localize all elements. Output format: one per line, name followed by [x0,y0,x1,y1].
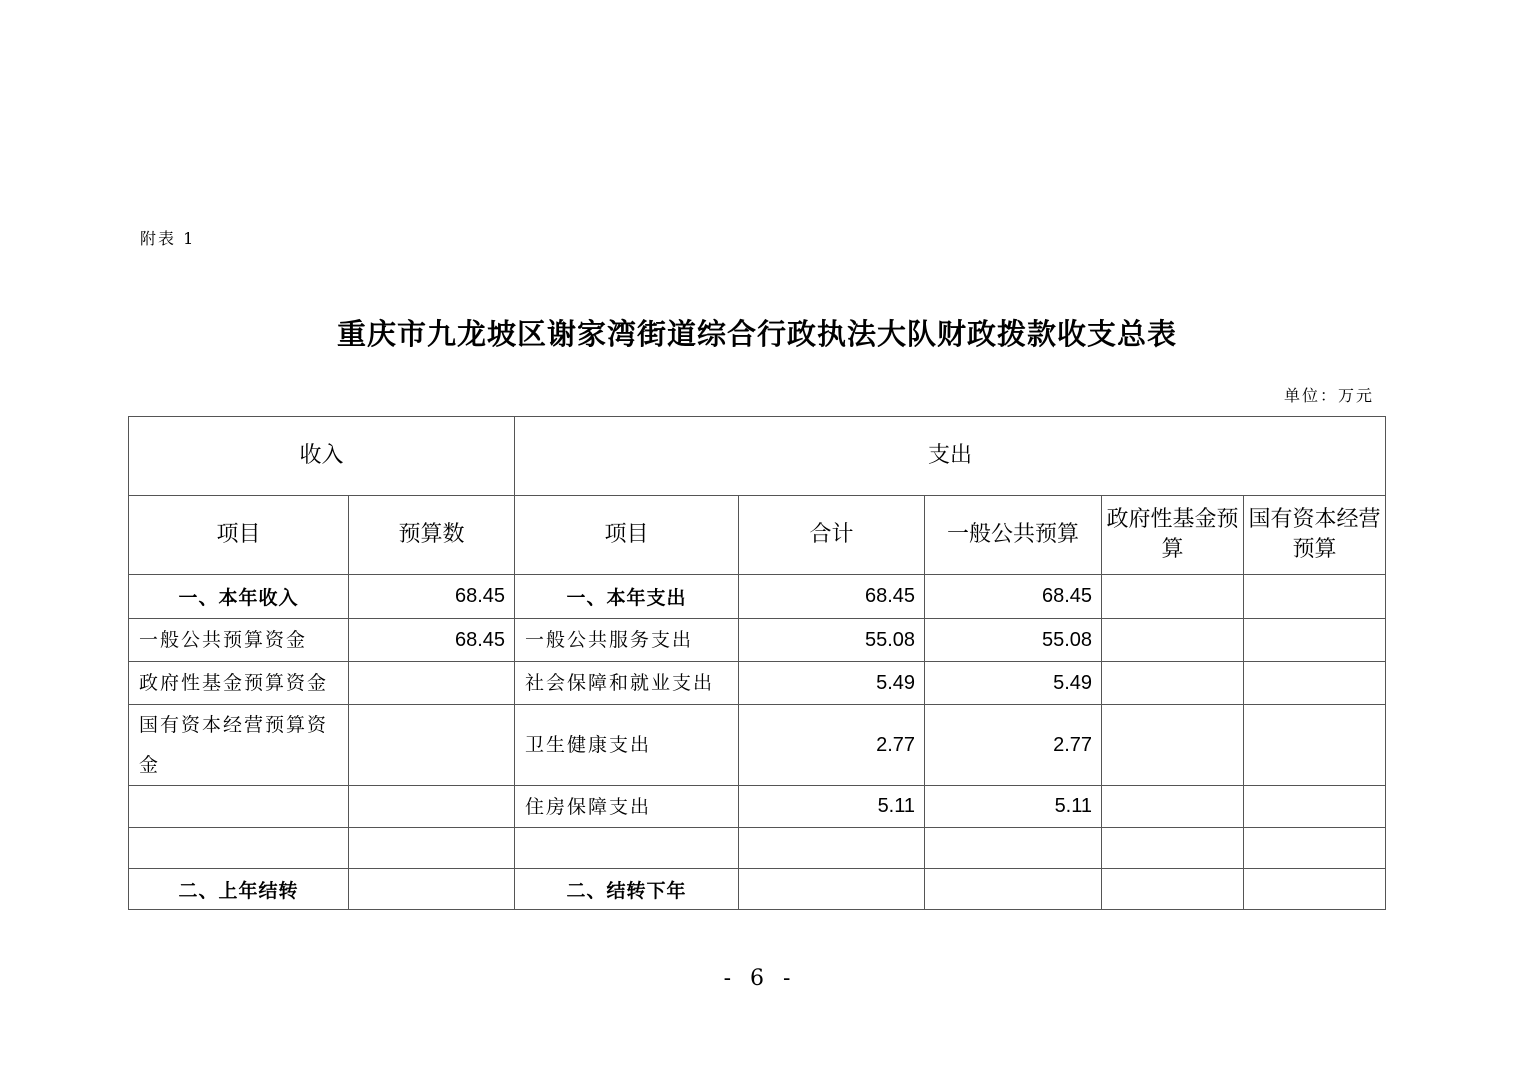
row-state [1244,869,1386,910]
row-state [1244,705,1386,786]
row-expense-item: 一般公共服务支出 [515,619,739,662]
fund-budget-header: 政府性基金预算 [1102,496,1244,575]
row-expense-item: 一、本年支出 [515,575,739,619]
row-income-budget [349,869,515,910]
row-income-budget [349,786,515,828]
row-fund [1102,619,1244,662]
row-income-item: 政府性基金预算资金 [129,662,349,705]
row-income-budget: 68.45 [349,619,515,662]
annex-label: 附表 1 [140,229,196,248]
row-general: 5.49 [925,662,1102,705]
table-header-row [129,417,1386,496]
income-header: 收入 [129,417,515,496]
state-capital-header: 国有资本经营预算 [1244,496,1386,575]
row-state [1244,619,1386,662]
row-income-budget [349,828,515,869]
page-title: 重庆市九龙坡区谢家湾街道综合行政执法大队财政拨款收支总表 [336,317,1177,351]
row-fund [1102,705,1244,786]
row-state [1244,662,1386,705]
income-budget-header: 预算数 [349,496,515,575]
row-fund [1102,786,1244,828]
row-general [925,869,1102,910]
row-total: 5.11 [739,786,925,828]
row-general: 5.11 [925,786,1102,828]
row-general: 55.08 [925,619,1102,662]
row-income-item [129,828,349,869]
unit-label: 单位：万元 [1284,386,1375,405]
table-row [129,869,1386,910]
row-income-item: 二、上年结转 [129,869,349,910]
row-general: 68.45 [925,575,1102,619]
row-total: 68.45 [739,575,925,619]
row-income-budget [349,662,515,705]
row-state [1244,786,1386,828]
row-expense-item [515,828,739,869]
row-expense-item: 卫生健康支出 [515,705,739,786]
row-expense-item: 二、结转下年 [515,869,739,910]
row-fund [1102,662,1244,705]
table-row [129,786,1386,828]
row-state [1244,575,1386,619]
total-header: 合计 [739,496,925,575]
general-budget-header: 一般公共预算 [925,496,1102,575]
row-fund [1102,828,1244,869]
row-fund [1102,575,1244,619]
row-income-item: 一、本年收入 [129,575,349,619]
row-total: 5.49 [739,662,925,705]
row-expense-item: 社会保障和就业支出 [515,662,739,705]
row-income-item: 国有资本经营预算资金 [129,705,349,786]
table-row [129,575,1386,619]
table-row [129,662,1386,705]
row-total: 55.08 [739,619,925,662]
income-item-header: 项目 [129,496,349,575]
row-total [739,828,925,869]
expense-header: 支出 [515,417,1386,496]
table-subheader-row [129,496,1386,575]
row-general: 2.77 [925,705,1102,786]
row-income-budget: 68.45 [349,575,515,619]
table-row [129,619,1386,662]
row-income-budget [349,705,515,786]
row-general [925,828,1102,869]
budget-table [128,416,1386,910]
table-row [129,828,1386,869]
page-number: - 6 - [723,966,797,991]
row-income-item: 一般公共预算资金 [129,619,349,662]
row-total: 2.77 [739,705,925,786]
row-state [1244,828,1386,869]
expense-item-header: 项目 [515,496,739,575]
row-income-item [129,786,349,828]
row-fund [1102,869,1244,910]
table-row [129,705,1386,786]
row-total [739,869,925,910]
row-expense-item: 住房保障支出 [515,786,739,828]
